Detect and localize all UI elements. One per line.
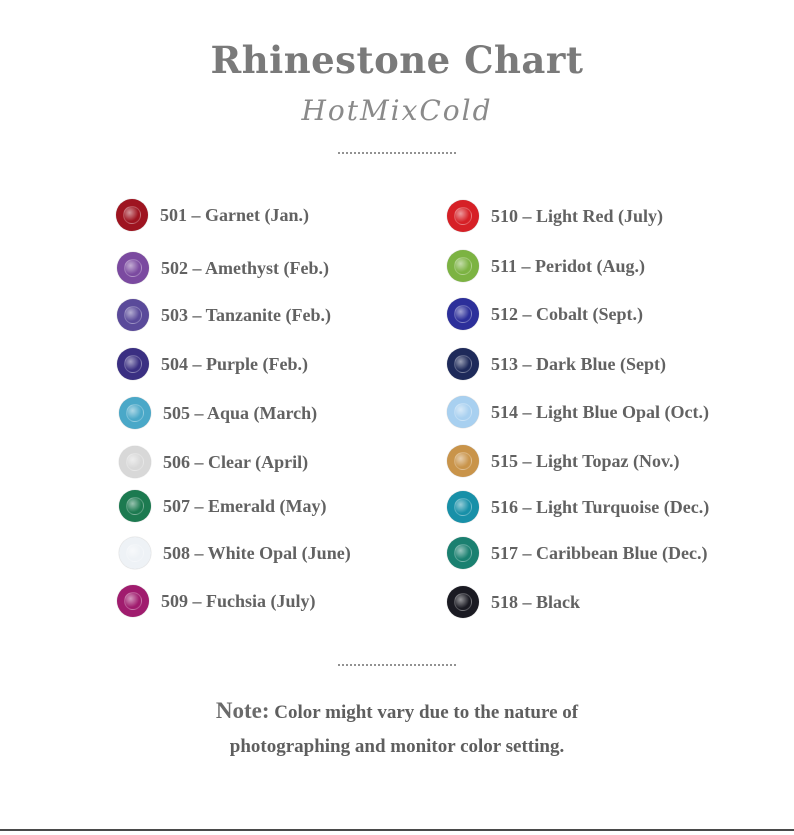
chart-title: Rhinestone Chart — [210, 38, 584, 82]
stone-label: 505 – Aqua (March) — [163, 402, 318, 423]
peridot-stone-icon — [447, 250, 479, 282]
black-stone-icon — [447, 586, 479, 618]
stone-item-516 — [447, 489, 709, 525]
caribbean-blue-stone-icon — [447, 537, 479, 569]
stone-item-501 — [116, 197, 309, 233]
stone-item-504 — [117, 346, 308, 382]
light-red-stone-icon — [447, 200, 479, 232]
bottom-dotted-divider — [337, 664, 457, 666]
dark-blue-stone-icon — [447, 348, 479, 380]
stone-item-509 — [117, 583, 316, 619]
stone-item-514 — [447, 394, 709, 430]
top-dotted-divider — [337, 152, 457, 154]
stone-label: 502 – Amethyst (Feb.) — [161, 257, 329, 278]
stone-label: 506 – Clear (April) — [163, 451, 309, 472]
light-blue-opal-stone-icon — [447, 396, 479, 428]
color-note — [0, 698, 794, 724]
stone-label: 511 – Peridot (Aug.) — [491, 255, 645, 276]
stone-label: 503 – Tanzanite (Feb.) — [161, 304, 332, 325]
stone-label: 512 – Cobalt (Sept.) — [491, 303, 643, 324]
stone-item-515 — [447, 443, 680, 479]
stone-label: 507 – Emerald (May) — [163, 495, 327, 516]
stone-item-508 — [119, 535, 351, 571]
amethyst-stone-icon — [117, 252, 149, 284]
stone-label: 516 – Light Turquoise (Dec.) — [491, 496, 710, 517]
fuchsia-stone-icon — [117, 585, 149, 617]
stone-item-513 — [447, 346, 666, 382]
stone-item-505 — [119, 395, 317, 431]
light-topaz-stone-icon — [447, 445, 479, 477]
stone-item-502 — [117, 250, 329, 286]
stone-item-506 — [119, 444, 308, 480]
cobalt-stone-icon — [447, 298, 479, 330]
stone-item-512 — [447, 296, 643, 332]
light-turquoise-stone-icon — [447, 491, 479, 523]
brand-subtitle: HotMixCold — [301, 94, 493, 127]
stone-label: 518 – Black — [491, 591, 581, 612]
emerald-stone-icon — [119, 490, 151, 522]
stone-label: 508 – White Opal (June) — [163, 542, 351, 563]
stone-item-511 — [447, 248, 645, 284]
stone-item-507 — [119, 488, 326, 524]
stone-label: 517 – Caribbean Blue (Dec.) — [491, 542, 708, 563]
stone-label: 514 – Light Blue Opal (Oct.) — [491, 401, 710, 422]
clear-stone-icon — [119, 446, 151, 478]
stone-label: 509 – Fuchsia (July) — [161, 590, 316, 611]
stone-item-518 — [447, 584, 580, 620]
stone-label: 515 – Light Topaz (Nov.) — [491, 450, 680, 471]
stone-item-517 — [447, 535, 707, 571]
stone-label: 513 – Dark Blue (Sept) — [491, 353, 666, 374]
white-opal-stone-icon — [119, 537, 151, 569]
tanzanite-stone-icon — [117, 299, 149, 331]
aqua-stone-icon — [119, 397, 151, 429]
note-text-line-1: Color might vary due to the nature of — [274, 702, 579, 723]
bottom-rule — [0, 829, 794, 831]
stone-item-510 — [447, 198, 663, 234]
stone-label: 501 – Garnet (Jan.) — [160, 204, 309, 225]
purple-stone-icon — [117, 348, 149, 380]
stone-label: 504 – Purple (Feb.) — [161, 353, 308, 374]
stone-item-503 — [117, 297, 331, 333]
note-prefix: Note: — [215, 698, 270, 723]
garnet-stone-icon — [116, 199, 148, 231]
stone-label: 510 – Light Red (July) — [491, 205, 664, 226]
note-text-line-2: photographing and monitor color setting. — [229, 736, 565, 757]
